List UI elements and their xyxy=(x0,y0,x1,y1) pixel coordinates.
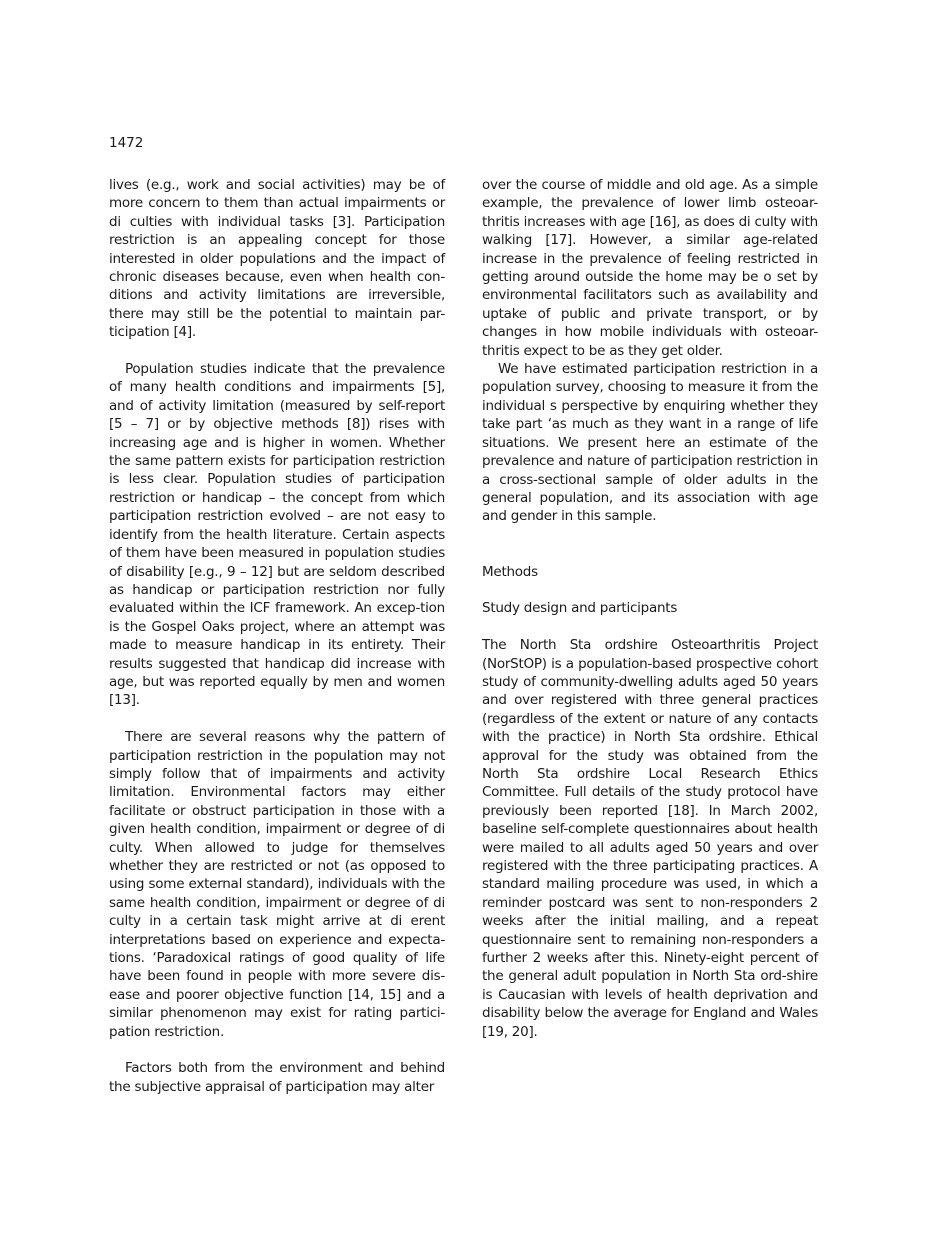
subsection-heading-study-design: Study design and participants xyxy=(482,600,678,617)
paragraph: Population studies indicate that the prevalence of many health conditions and impairments [5], and of activity limitation (measured by self-report [5 – 7] or by objective methods [8]) rises with increasing age and is higher in women. Whether the same pattern exists for participation restriction is less clear. Population studies of participation restriction or handicap – the concept from which participation restriction evolved – are not easy to identify from the health literature. Certain aspects of them have been measured in population studies of disability [e.g., 9 – 12] but are seldom described as handicap or participation restriction nor fully evaluated within the ICF framework. An excep-tion is the Gospel Oaks project, where an attempt was made to measure handicap in its entirety. Their results suggested that handicap did increase with age, but was reported equally by men and women [13]. xyxy=(109,361,445,709)
left-column xyxy=(109,176,445,1096)
paragraph: There are several reasons why the pattern of participation restriction in the population may not simply follow that of impairments and activity limitation. Environmental factors may either facilitate or obstruct participation in those with a given health condition, impairment or degree of di culty. When allowed to judge for themselves whether they are restricted or not (as opposed to using some external standard), individuals with the same health condition, impairment or degree of di culty in a certain task might arrive at di erent interpretations based on experience and expecta-tions. ‘Paradoxical ratings of good quality of life have been found in people with more severe dis-ease and poorer objective function [14, 15] and a similar phenomenon may exist for rating partici-pation restriction. xyxy=(109,729,445,1040)
right-column xyxy=(482,176,818,1041)
paragraph: Factors both from the environment and behind the subjective appraisal of participation may alter xyxy=(109,1060,445,1095)
section-heading-methods: Methods xyxy=(482,563,538,580)
paragraph: over the course of middle and old age. As a simple example, the prevalence of lower limb osteoar-thritis increases with age [16], as does di culty with walking [17]. However, a similar age-related increase in the prevalence of feeling restricted in getting around outside the home may be o set by environmental facilitators such as availability and uptake of public and private transport, or by changes in how mobile individuals with osteoar-thritis expect to be as they get older. xyxy=(482,177,818,359)
page-number: 1472 xyxy=(109,135,144,151)
paragraph: The North Sta ordshire Osteoarthritis Project (NorStOP) is a population-based prospective cohort study of community-dwelling adults aged 50 years and over registered with three general practices (regardless of the extent or nature of any contacts with the practice) in North Sta ordshire. Ethical approval for the study was obtained from the North Sta ordshire Local Research Ethics Committee. Full details of the study protocol have previously been reported [18]. In March 2002, baseline self-complete questionnaires about health were mailed to all adults aged 50 years and over registered with the three participating practices. A standard mailing procedure was used, in which a reminder postcard was sent to non-responders 2 weeks after the initial mailing, and a repeat questionnaire sent to remaining non-responders a further 2 weeks after this. Ninety-eight percent of the general adult population in North Sta ord-shire is Caucasian with levels of health deprivation and disability below the average for England and Wales [19, 20]. xyxy=(482,637,818,1040)
paragraph: We have estimated participation restriction in a population survey, choosing to measure it from the individual s perspective by enquiring whether they take part ‘as much as they want in a range of life situations. We present here an estimate of the prevalence and nature of participation restriction in a cross-sectional sample of older adults in the general population, and its association with age and gender in this sample. xyxy=(482,361,818,525)
paragraph: lives (e.g., work and social activities) may be of more concern to them than actual impairments or di culties with individual tasks [3]. Participation restriction is an appealing concept for those interested in older populations and the impact of chronic diseases because, even when health con-ditions and activity limitations are irreversible, there may still be the potential to maintain par-ticipation [4]. xyxy=(109,177,445,341)
